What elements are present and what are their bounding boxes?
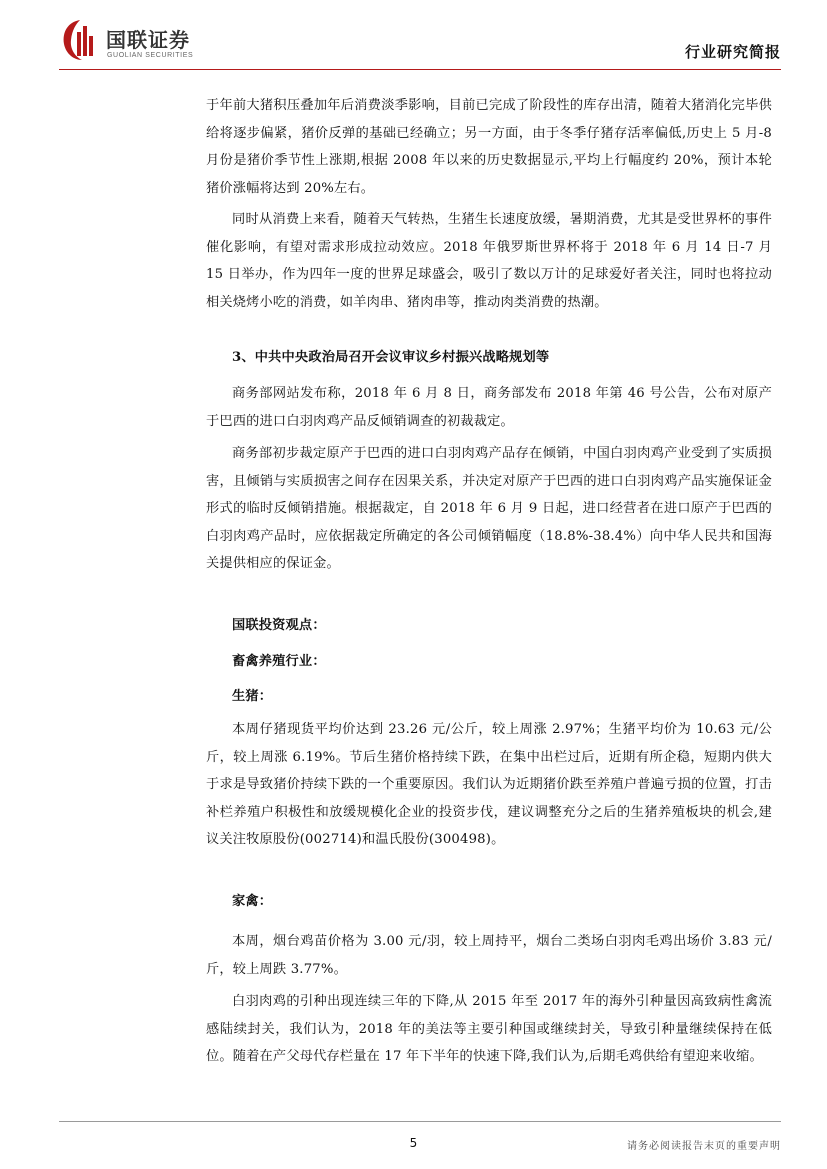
body-block-6 <box>206 928 772 983</box>
guolian-logo-icon <box>60 18 100 62</box>
logo-chinese-name: 国联证券 <box>106 28 190 52</box>
body-block-3 <box>206 380 772 435</box>
heading-guolian-view: 国联投资观点： <box>232 618 326 633</box>
company-logo <box>60 18 260 64</box>
paragraph-poultry-weekly-prices: 本周，烟台鸡苗价格为 3.00 元/羽，较上周持平，烟台二类场白羽肉毛鸡出场价 3.83 元/斤，较上周跌 3.77%。 <box>206 934 772 977</box>
heading-poultry: 家禽： <box>232 894 273 909</box>
heading-pig: 生猪： <box>232 689 273 704</box>
section-3 <box>206 344 772 372</box>
footer-divider <box>59 1121 781 1122</box>
industry-heading <box>206 648 772 676</box>
body-block-7 <box>206 988 772 1071</box>
body-block-4 <box>206 440 772 578</box>
page-number: 5 <box>409 1136 418 1150</box>
section-heading-3: 3、中共中央政治局召开会议审议乡村振兴战略规划等 <box>232 350 550 365</box>
pig-heading <box>206 683 772 711</box>
page-header <box>0 0 827 70</box>
heading-livestock-industry: 畜禽养殖行业： <box>232 654 326 669</box>
body-block-5 <box>206 716 772 854</box>
paragraph-white-feather-broiler: 白羽肉鸡的引种出现连续三年的下降,从 2015 年至 2017 年的海外引种量因高致病性禽流感陆续封关，我们认为，2018 年的美法等主要引种国或继续封关，导致引种量继续保持在低位。随着在产父母代存栏量在 17 年下半年的快速下降,我们认为,后期毛鸡供给有望迎来收缩。 <box>206 994 772 1065</box>
investment-view-heading <box>206 612 772 640</box>
footer-disclaimer: 请务必阅读报告末页的重要声明 <box>627 1141 781 1152</box>
paragraph-pig-weekly-prices: 本周仔猪现货平均价达到 23.26 元/公斤，较上周涨 2.97%；生猪平均价为 10.63 元/公斤，较上周涨 6.19%。节后生猪价格持续下跌，在集中出栏过后，近期有所企稳，短期内供大于求是导致猪价持续下跌的一个重要原因。我们认为近期猪价跌至养殖户普遍亏损的位置，打击补栏养殖户积极性和放缓规模化企业的投资步伐，建议调整充分之后的生猪养殖板块的机会,建议关注牧原股份(002714)和温氏股份(300498)。 <box>206 722 772 848</box>
report-type-title: 行业研究简报 <box>684 43 781 61</box>
paragraph-pig-price-rebound: 于年前大猪积压叠加年后消费淡季影响，目前已完成了阶段性的库存出清，随着大猪消化完毕供给将逐步偏紧，猪价反弹的基础已经确立；另一方面，由于冬季仔猪存活率偏低,历史上 5 月-8 月份是猪价季节性上涨期,根据 2008 年以来的历史数据显示,平均上行幅度约 20%，预计本轮猪价涨幅将达到 20%左右。 <box>206 98 772 196</box>
paragraph-mofcom-announcement: 商务部网站发布称，2018 年 6 月 8 日，商务部发布 2018 年第 46 号公告，公布对原产于巴西的进口白羽肉鸡产品反倾销调查的初裁裁定。 <box>206 386 772 429</box>
header-divider <box>59 69 781 70</box>
body-block-2 <box>206 206 772 316</box>
body-block-1 <box>206 92 772 202</box>
paragraph-world-cup-demand: 同时从消费上来看，随着天气转热，生猪生长速度放缓，暑期消费，尤其是受世界杯的事件催化影响，有望对需求形成拉动效应。2018 年俄罗斯世界杯将于 2018 年 6 月 14 日-7 月 15 日举办，作为四年一度的世界足球盛会，吸引了数以万计的足球爱好者关注，同时也将拉动相关烧烤小吃的消费，如羊肉串、猪肉串等，推动肉类消费的热潮。 <box>206 212 772 310</box>
paragraph-anti-dumping-ruling: 商务部初步裁定原产于巴西的进口白羽肉鸡产品存在倾销，中国白羽肉鸡产业受到了实质损害，且倾销与实质损害之间存在因果关系，并决定对原产于巴西的进口白羽肉鸡产品实施保证金形式的临时反倾销措施。根据裁定，自 2018 年 6 月 9 日起，进口经营者在进口原产于巴西的白羽肉鸡产品时，应依据裁定所确定的各公司倾销幅度（18.8%-38.4%）向中华人民共和国海关提供相应的保证金。 <box>206 446 772 572</box>
poultry-heading <box>206 888 772 916</box>
logo-english-name: GUOLIAN SECURITIES <box>107 52 194 59</box>
